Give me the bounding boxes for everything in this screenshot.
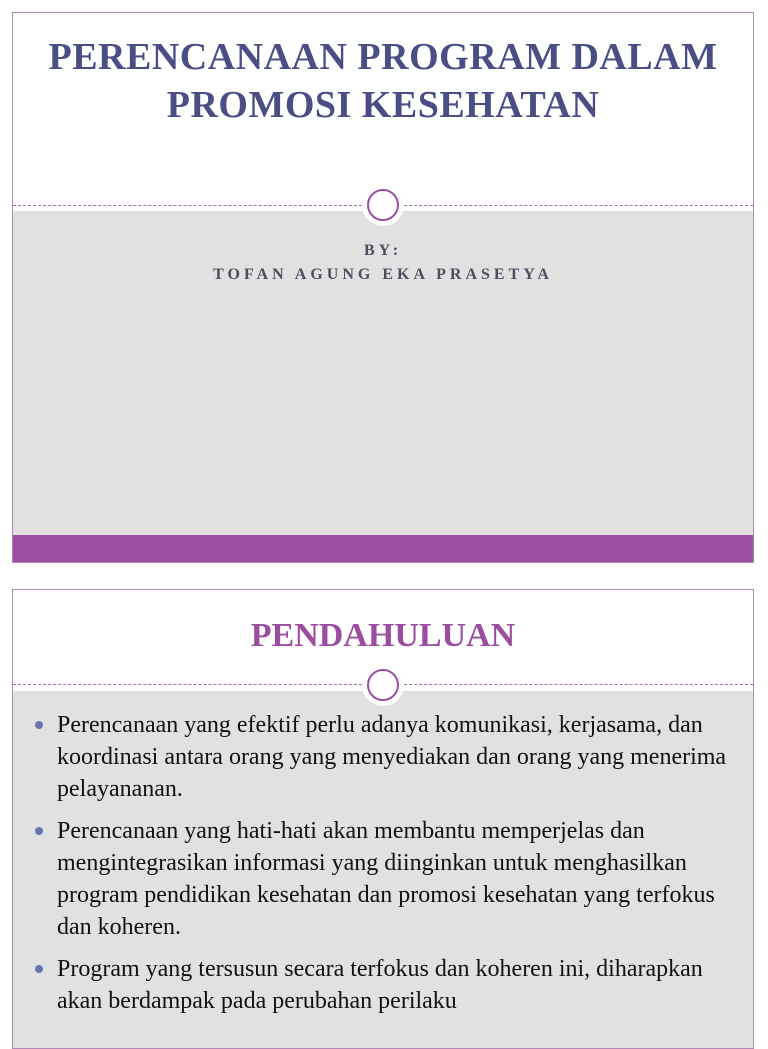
slide-1 <box>12 12 754 563</box>
bullet-text: Perencanaan yang hati-hati akan membantu memperjelas dan mengintegrasikan informasi yang diinginkan untuk menghasilkan program pendidikan kesehatan dan promosi kesehatan yang terfokus dan koheren. <box>57 818 715 940</box>
author-name: TOFAN AGUNG EKA PRASETYA <box>213 266 553 283</box>
bullet-icon <box>35 965 43 973</box>
title-area <box>13 13 753 205</box>
bullet-icon <box>35 721 43 729</box>
slide-title: PERENCANAAN PROGRAM DALAM PROMOSI KESEHATAN <box>48 36 718 126</box>
subtitle-by: BY: <box>363 242 403 259</box>
circle-ornament-icon <box>362 184 404 226</box>
bullet-list <box>13 709 753 1027</box>
circle-ornament-icon <box>362 664 404 706</box>
bullet-text: Perencanaan yang efektif perlu adanya komunikasi, kerjasama, dan koordinasi antara orang yang menyediakan dan orang yang menerima pelayananan. <box>57 712 727 802</box>
list-item <box>13 953 753 1017</box>
bullet-icon <box>35 827 43 835</box>
content-area <box>13 691 753 1048</box>
slide-2 <box>12 589 754 1049</box>
list-item <box>13 815 753 943</box>
bullet-text: Program yang tersusun secara terfokus dan koheren ini, diharapkan akan berdampak pada perubahan perilaku <box>57 956 703 1014</box>
list-item <box>13 709 753 805</box>
footer-bar <box>13 535 753 562</box>
subtitle-area <box>13 211 753 535</box>
section-title: PENDAHULUAN <box>250 617 516 654</box>
